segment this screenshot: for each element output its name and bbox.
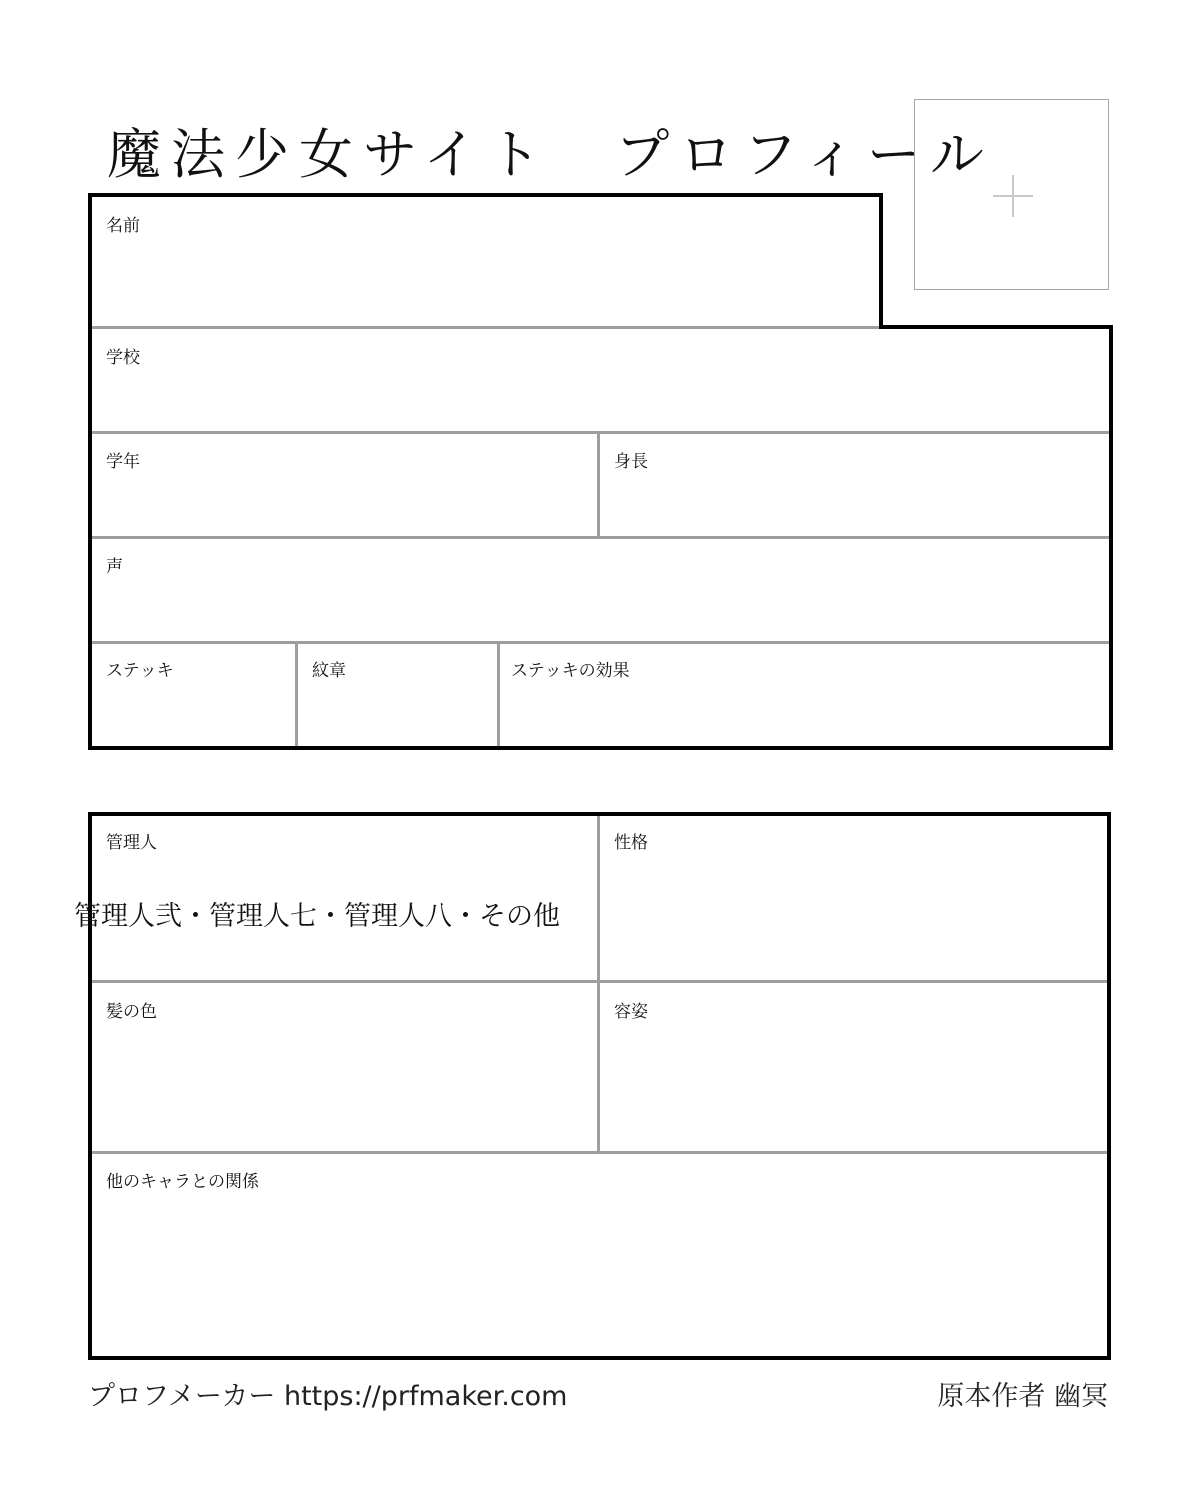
- field-personality-label: 性格: [614, 833, 648, 853]
- field-grade[interactable]: [92, 434, 597, 536]
- field-name-label: 名前: [106, 216, 140, 236]
- field-voice[interactable]: [92, 539, 1109, 641]
- field-stick-label: ステッキ: [106, 661, 174, 681]
- field-personality[interactable]: [600, 816, 1107, 980]
- field-hair-color[interactable]: [92, 983, 597, 1151]
- footer-author: 原本作者 幽冥: [937, 1381, 1108, 1412]
- field-school-label: 学校: [106, 348, 140, 368]
- field-stick[interactable]: [92, 644, 295, 746]
- field-admin[interactable]: [74, 816, 597, 980]
- field-appearance[interactable]: [600, 983, 1107, 1151]
- field-stick-effect[interactable]: [500, 644, 1109, 746]
- field-stick-effect-label: ステッキの効果: [511, 661, 630, 681]
- field-relations-label: 他のキャラとの関係: [106, 1172, 259, 1192]
- field-grade-label: 学年: [106, 452, 140, 472]
- field-school[interactable]: [92, 329, 1109, 431]
- field-appearance-label: 容姿: [614, 1002, 648, 1022]
- field-admin-label: 管理人: [106, 833, 157, 853]
- field-height-label: 身長: [614, 452, 648, 472]
- field-relations[interactable]: [92, 1154, 1107, 1356]
- footer-credit-link[interactable]: プロフメーカー https://prfmaker.com: [88, 1381, 568, 1412]
- photo-upload-box[interactable]: [914, 99, 1109, 290]
- page-title: 魔法少女サイト プロフィール: [107, 123, 994, 186]
- field-height[interactable]: [600, 434, 1109, 536]
- field-admin-value: 管理人弐・管理人七・管理人八・その他: [74, 901, 560, 932]
- field-hair-color-label: 髪の色: [106, 1002, 157, 1022]
- field-name[interactable]: [92, 197, 879, 326]
- field-emblem-label: 紋章: [312, 661, 346, 681]
- field-emblem[interactable]: [298, 644, 497, 746]
- field-voice-label: 声: [106, 557, 123, 577]
